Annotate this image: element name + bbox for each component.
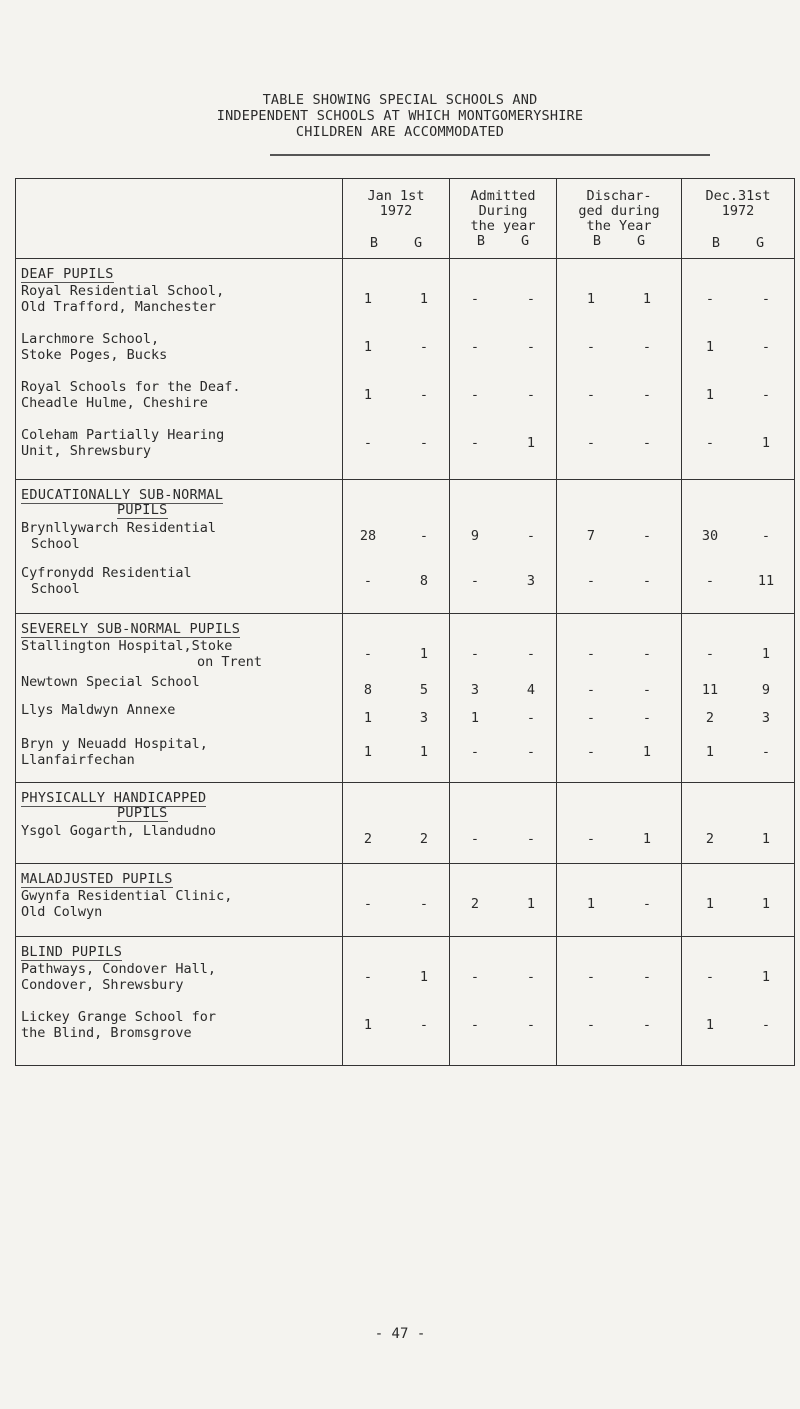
boys-value: 1 xyxy=(363,339,373,355)
table-row xyxy=(16,638,795,674)
girls-value: 1 xyxy=(761,896,771,912)
girls-value: - xyxy=(526,710,536,726)
girls-value: - xyxy=(642,1017,652,1033)
girls-value: 3 xyxy=(761,710,771,726)
boys-value: - xyxy=(470,291,480,307)
girls-value: - xyxy=(526,646,536,662)
boys-value: 2 xyxy=(705,831,715,847)
table-row xyxy=(16,331,795,379)
girls-value: - xyxy=(419,387,429,403)
girls-value: - xyxy=(642,969,652,985)
heading-empty-cell xyxy=(450,614,557,639)
value-cell xyxy=(557,520,682,565)
girls-value: 3 xyxy=(526,573,536,589)
value-cell xyxy=(557,427,682,480)
value-cell xyxy=(557,674,682,702)
table-row xyxy=(16,283,795,331)
value-cell xyxy=(343,823,450,864)
heading-empty-cell xyxy=(343,783,450,824)
girls-value: - xyxy=(526,1017,536,1033)
table-row xyxy=(16,427,795,480)
boys-value: - xyxy=(705,435,715,451)
boys-value: 1 xyxy=(363,1017,373,1033)
title-underline xyxy=(270,154,710,156)
value-cell xyxy=(450,702,557,736)
value-cell xyxy=(450,674,557,702)
girls-value: - xyxy=(526,744,536,760)
value-cell xyxy=(682,888,795,937)
header-dec: Dec.31st 1972 B G xyxy=(682,179,795,259)
heading-empty-cell xyxy=(682,614,795,639)
boys-value: - xyxy=(470,573,480,589)
header-jan: Jan 1st 1972 B G xyxy=(343,179,450,259)
girls-value: - xyxy=(642,387,652,403)
value-cell xyxy=(450,736,557,783)
school-name: Ysgol Gogarth, Llandudno xyxy=(21,823,217,839)
value-cell xyxy=(557,823,682,864)
boys-value: 1 xyxy=(586,291,596,307)
heading-empty-cell xyxy=(450,864,557,889)
value-cell xyxy=(682,331,795,379)
heading-empty-cell xyxy=(450,937,557,962)
value-cell xyxy=(682,961,795,1009)
table-row xyxy=(16,736,795,783)
boys-value: - xyxy=(586,646,596,662)
table-body xyxy=(16,259,795,1066)
girls-value: - xyxy=(642,710,652,726)
school-name: Brynllywarch Residential School xyxy=(21,520,217,552)
boys-value: - xyxy=(586,573,596,589)
boys-value: 1 xyxy=(363,710,373,726)
section-heading: PHYSICALLY HANDICAPPED PUPILS xyxy=(21,790,207,821)
girls-value: - xyxy=(761,291,771,307)
girls-value: 11 xyxy=(757,573,775,589)
boys-value: - xyxy=(470,744,480,760)
section-heading: SEVERELY SUB-NORMAL PUPILS xyxy=(21,621,241,637)
girls-value: 1 xyxy=(419,646,429,662)
heading-empty-cell xyxy=(557,259,682,284)
value-cell xyxy=(682,427,795,480)
value-cell xyxy=(557,638,682,674)
heading-empty-cell xyxy=(450,480,557,521)
value-cell xyxy=(557,331,682,379)
heading-empty-cell xyxy=(343,937,450,962)
girls-value: - xyxy=(419,339,429,355)
value-cell xyxy=(682,702,795,736)
boys-value: - xyxy=(470,387,480,403)
value-cell xyxy=(682,736,795,783)
boys-value: 9 xyxy=(470,528,480,544)
value-cell xyxy=(343,702,450,736)
section-heading: EDUCATIONALLY SUB-NORMAL PUPILS xyxy=(21,487,224,518)
heading-empty-cell xyxy=(343,259,450,284)
boys-value: 1 xyxy=(705,896,715,912)
girls-value: - xyxy=(526,291,536,307)
girls-value: - xyxy=(642,896,652,912)
boys-value: - xyxy=(586,969,596,985)
girls-value: - xyxy=(419,435,429,451)
table-row xyxy=(16,961,795,1009)
table-row xyxy=(16,823,795,864)
boys-value: - xyxy=(363,969,373,985)
girls-value: - xyxy=(761,387,771,403)
boys-value: - xyxy=(470,435,480,451)
boys-value: 1 xyxy=(705,744,715,760)
value-cell xyxy=(557,1009,682,1066)
title-line-1: TABLE SHOWING SPECIAL SCHOOLS AND xyxy=(262,92,538,108)
section-heading-row xyxy=(16,783,795,824)
title-line-3: CHILDREN ARE ACCOMMODATED xyxy=(295,124,505,140)
boys-value: - xyxy=(586,435,596,451)
boys-value: - xyxy=(470,831,480,847)
heading-empty-cell xyxy=(682,259,795,284)
value-cell xyxy=(682,1009,795,1066)
boys-value: 1 xyxy=(363,744,373,760)
heading-empty-cell xyxy=(343,864,450,889)
boys-value: - xyxy=(586,831,596,847)
boys-value: 1 xyxy=(705,339,715,355)
value-cell xyxy=(682,638,795,674)
boys-value: - xyxy=(470,339,480,355)
girls-value: - xyxy=(761,339,771,355)
heading-empty-cell xyxy=(682,783,795,824)
value-cell xyxy=(450,520,557,565)
value-cell xyxy=(450,888,557,937)
boys-value: - xyxy=(586,682,596,698)
boys-value: 28 xyxy=(359,528,377,544)
value-cell xyxy=(343,379,450,427)
girls-value: - xyxy=(761,528,771,544)
value-cell xyxy=(682,823,795,864)
girls-value: 1 xyxy=(761,969,771,985)
value-cell xyxy=(557,565,682,614)
section-heading-row xyxy=(16,864,795,889)
heading-empty-cell xyxy=(557,864,682,889)
heading-empty-cell xyxy=(557,480,682,521)
heading-empty-cell xyxy=(557,937,682,962)
value-cell xyxy=(557,888,682,937)
boys-value: 1 xyxy=(470,710,480,726)
value-cell xyxy=(450,331,557,379)
girls-value: 1 xyxy=(419,969,429,985)
boys-value: - xyxy=(586,744,596,760)
girls-value: - xyxy=(761,744,771,760)
value-cell xyxy=(557,961,682,1009)
boys-value: 1 xyxy=(586,896,596,912)
girls-value: 1 xyxy=(761,831,771,847)
value-cell xyxy=(343,565,450,614)
boys-value: 11 xyxy=(701,682,719,698)
table-row xyxy=(16,1009,795,1066)
value-cell xyxy=(557,379,682,427)
girls-value: 1 xyxy=(526,435,536,451)
school-name: Bryn y Neuadd Hospital, Llanfairfechan xyxy=(21,736,208,768)
girls-value: 4 xyxy=(526,682,536,698)
value-cell xyxy=(343,638,450,674)
school-name: Cyfronydd Residential School xyxy=(21,565,192,597)
school-name: Gwynfa Residential Clinic, Old Colwyn xyxy=(21,888,233,920)
boys-value: 1 xyxy=(705,387,715,403)
girls-value: - xyxy=(642,528,652,544)
girls-value: 1 xyxy=(761,435,771,451)
boys-value: - xyxy=(470,646,480,662)
boys-value: - xyxy=(705,646,715,662)
girls-value: 1 xyxy=(761,646,771,662)
value-cell xyxy=(343,888,450,937)
section-heading: BLIND PUPILS xyxy=(21,944,123,960)
title-line-2: INDEPENDENT SCHOOLS AT WHICH MONTGOMERYSHIRE xyxy=(216,108,584,124)
girls-value: - xyxy=(419,528,429,544)
girls-value: - xyxy=(419,1017,429,1033)
value-cell xyxy=(450,565,557,614)
school-name: Larchmore School, Stoke Poges, Bucks xyxy=(21,331,168,363)
boys-value: - xyxy=(705,969,715,985)
boys-value: - xyxy=(705,291,715,307)
value-cell xyxy=(557,702,682,736)
value-cell xyxy=(682,283,795,331)
value-cell xyxy=(450,1009,557,1066)
school-name: Newtown Special School xyxy=(21,674,200,690)
boys-value: 1 xyxy=(363,291,373,307)
value-cell xyxy=(343,674,450,702)
girls-value: - xyxy=(642,339,652,355)
section-heading-row xyxy=(16,937,795,962)
girls-value: - xyxy=(526,969,536,985)
boys-value: - xyxy=(470,1017,480,1033)
girls-value: 2 xyxy=(419,831,429,847)
girls-value: 3 xyxy=(419,710,429,726)
school-name: Stallington Hospital,Stoke on Trent xyxy=(21,638,263,670)
boys-value: - xyxy=(586,387,596,403)
boys-value: 2 xyxy=(705,710,715,726)
boys-value: 1 xyxy=(363,387,373,403)
value-cell xyxy=(343,961,450,1009)
school-name: Llys Maldwyn Annexe xyxy=(21,702,176,718)
girls-value: 8 xyxy=(419,573,429,589)
girls-value: 1 xyxy=(419,744,429,760)
boys-value: 8 xyxy=(363,682,373,698)
boys-value: - xyxy=(586,339,596,355)
value-cell xyxy=(343,331,450,379)
girls-value: 5 xyxy=(419,682,429,698)
boys-value: 30 xyxy=(701,528,719,544)
boys-value: - xyxy=(363,573,373,589)
heading-empty-cell xyxy=(450,259,557,284)
value-cell xyxy=(450,379,557,427)
header-row xyxy=(16,179,795,259)
girls-value: - xyxy=(642,682,652,698)
page-number: - 47 - xyxy=(374,1326,426,1342)
girls-value: - xyxy=(642,646,652,662)
heading-empty-cell xyxy=(557,783,682,824)
heading-empty-cell xyxy=(682,864,795,889)
table-row xyxy=(16,379,795,427)
value-cell xyxy=(343,520,450,565)
schools-table xyxy=(15,178,795,1066)
girls-value: 1 xyxy=(526,896,536,912)
value-cell xyxy=(450,283,557,331)
heading-empty-cell xyxy=(557,614,682,639)
girls-value: - xyxy=(526,339,536,355)
girls-value: - xyxy=(526,528,536,544)
boys-value: 1 xyxy=(705,1017,715,1033)
girls-value: - xyxy=(419,896,429,912)
girls-value: 1 xyxy=(419,291,429,307)
value-cell xyxy=(682,520,795,565)
value-cell xyxy=(557,736,682,783)
boys-value: - xyxy=(705,573,715,589)
school-name: Lickey Grange School for the Blind, Bromsgrove xyxy=(21,1009,217,1041)
value-cell xyxy=(557,283,682,331)
girls-value: 9 xyxy=(761,682,771,698)
boys-value: - xyxy=(586,710,596,726)
school-name: Coleham Partially Hearing Unit, Shrewsbury xyxy=(21,427,225,459)
table-row xyxy=(16,520,795,565)
girls-value: - xyxy=(526,387,536,403)
value-cell xyxy=(450,961,557,1009)
girls-value: - xyxy=(526,831,536,847)
girls-value: - xyxy=(642,573,652,589)
table-row xyxy=(16,674,795,702)
value-cell xyxy=(682,674,795,702)
boys-value: 7 xyxy=(586,528,596,544)
heading-empty-cell xyxy=(343,480,450,521)
boys-value: 2 xyxy=(470,896,480,912)
value-cell xyxy=(343,427,450,480)
boys-value: - xyxy=(363,435,373,451)
value-cell xyxy=(343,283,450,331)
heading-empty-cell xyxy=(682,480,795,521)
value-cell xyxy=(450,823,557,864)
school-name: Royal Schools for the Deaf. Cheadle Hulme, Cheshire xyxy=(21,379,241,411)
boys-value: - xyxy=(470,969,480,985)
boys-value: - xyxy=(586,1017,596,1033)
header-blank xyxy=(16,179,343,259)
girls-value: 1 xyxy=(642,831,652,847)
value-cell xyxy=(343,1009,450,1066)
heading-empty-cell xyxy=(343,614,450,639)
page-title xyxy=(0,92,800,140)
girls-value: 1 xyxy=(642,744,652,760)
table-row xyxy=(16,565,795,614)
section-heading-row xyxy=(16,480,795,521)
value-cell xyxy=(450,427,557,480)
value-cell xyxy=(682,565,795,614)
boys-value: - xyxy=(363,646,373,662)
header-admitted: Admitted During the year B G xyxy=(450,179,557,259)
section-heading: MALADJUSTED PUPILS xyxy=(21,871,173,887)
value-cell xyxy=(450,638,557,674)
girls-value: - xyxy=(642,435,652,451)
header-discharged: Dischar- ged during the Year B G xyxy=(557,179,682,259)
table-row xyxy=(16,702,795,736)
girls-value: 1 xyxy=(642,291,652,307)
section-heading: DEAF PUPILS xyxy=(21,266,114,282)
value-cell xyxy=(343,736,450,783)
heading-empty-cell xyxy=(450,783,557,824)
boys-value: 3 xyxy=(470,682,480,698)
girls-value: - xyxy=(761,1017,771,1033)
table-row xyxy=(16,888,795,937)
heading-empty-cell xyxy=(682,937,795,962)
value-cell xyxy=(682,379,795,427)
school-name: Pathways, Condover Hall, Condover, Shrewsbury xyxy=(21,961,217,993)
boys-value: 2 xyxy=(363,831,373,847)
section-heading-row xyxy=(16,259,795,284)
section-heading-row xyxy=(16,614,795,639)
school-name: Royal Residential School, Old Trafford, Manchester xyxy=(21,283,225,315)
boys-value: - xyxy=(363,896,373,912)
